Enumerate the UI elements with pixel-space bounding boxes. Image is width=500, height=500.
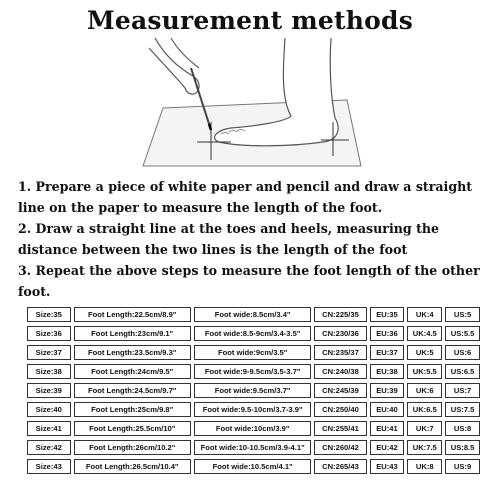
cell-cn: CN:260/42 [314, 440, 366, 455]
cell-uk: UK:6 [407, 383, 442, 398]
cell-size: Size:37 [27, 345, 71, 360]
cell-foot-wide: Foot wide:8.5cm/3.4" [194, 307, 311, 322]
cell-uk: UK:4.5 [407, 326, 442, 341]
cell-foot-wide: Foot wide:10.5cm/4.1" [194, 459, 311, 474]
cell-uk: UK:7.5 [407, 440, 442, 455]
table-row [27, 402, 480, 417]
foot-outline [215, 38, 339, 146]
table-row [27, 440, 480, 455]
size-chart [24, 303, 483, 478]
cell-cn: CN:230/36 [314, 326, 366, 341]
cell-eu: EU:43 [370, 459, 405, 474]
cell-eu: EU:42 [370, 440, 405, 455]
cell-us: US:8 [445, 421, 480, 436]
cell-foot-length: Foot Length:24.5cm/9.7" [74, 383, 191, 398]
cell-foot-wide: Foot wide:9.5cm/3.7" [194, 383, 311, 398]
size-table [24, 303, 483, 478]
cell-cn: CN:225/35 [314, 307, 366, 322]
foot-measuring-illustration [135, 38, 375, 170]
cell-eu: EU:41 [370, 421, 405, 436]
cell-us: US:5 [445, 307, 480, 322]
cell-eu: EU:36 [370, 326, 405, 341]
cell-foot-length: Foot Length:22.5cm/8.9" [74, 307, 191, 322]
cell-eu: EU:35 [370, 307, 405, 322]
cell-foot-length: Foot Length:24cm/9.5" [74, 364, 191, 379]
cell-size: Size:41 [27, 421, 71, 436]
cell-us: US:6.5 [445, 364, 480, 379]
step-2: 2. Draw a straight line at the toes and heels, measuring the distance between the two lines is the length of the foot [18, 221, 440, 257]
cell-us: US:6 [445, 345, 480, 360]
cell-foot-length: Foot Length:25cm/9.8" [74, 402, 191, 417]
cell-uk: UK:6.5 [407, 402, 442, 417]
cell-cn: CN:265/43 [314, 459, 366, 474]
step-3: 3. Repeat the above steps to measure the foot length of the other foot. [18, 263, 480, 299]
cell-eu: EU:40 [370, 402, 405, 417]
table-row [27, 345, 480, 360]
step-1: 1. Prepare a piece of white paper and pencil and draw a straight line on the paper to measure the length of the foot. [18, 179, 473, 215]
cell-eu: EU:39 [370, 383, 405, 398]
cell-us: US:7 [445, 383, 480, 398]
cell-uk: UK:5.5 [407, 364, 442, 379]
cell-uk: UK:5 [407, 345, 442, 360]
cell-foot-length: Foot Length:23.5cm/9.3" [74, 345, 191, 360]
cell-size: Size:38 [27, 364, 71, 379]
table-row [27, 421, 480, 436]
cell-us: US:7.5 [445, 402, 480, 417]
cell-us: US:9 [445, 459, 480, 474]
table-row [27, 383, 480, 398]
cell-size: Size:42 [27, 440, 71, 455]
hand-outline [149, 38, 199, 94]
cell-cn: CN:240/38 [314, 364, 366, 379]
table-row [27, 364, 480, 379]
cell-uk: UK:8 [407, 459, 442, 474]
table-row [27, 459, 480, 474]
cell-foot-length: Foot Length:25.5cm/10" [74, 421, 191, 436]
cell-eu: EU:37 [370, 345, 405, 360]
cell-foot-wide: Foot wide:10-10.5cm/3.9-4.1" [194, 440, 311, 455]
cell-foot-wide: Foot wide:9.5-10cm/3.7-3.9" [194, 402, 311, 417]
cell-uk: UK:7 [407, 421, 442, 436]
cell-foot-wide: Foot wide:9cm/3.5" [194, 345, 311, 360]
cell-eu: EU:38 [370, 364, 405, 379]
cell-size: Size:43 [27, 459, 71, 474]
measurement-steps [18, 176, 493, 302]
cell-size: Size:39 [27, 383, 71, 398]
cell-us: US:8.5 [445, 440, 480, 455]
table-row [27, 326, 480, 341]
cell-size: Size:35 [27, 307, 71, 322]
cell-cn: CN:250/40 [314, 402, 366, 417]
cell-foot-wide: Foot wide:9-9.5cm/3.5-3.7" [194, 364, 311, 379]
cell-foot-length: Foot Length:26cm/10.2" [74, 440, 191, 455]
page-title: Measurement methods [86, 6, 413, 35]
cell-foot-length: Foot Length:26.5cm/10.4" [74, 459, 191, 474]
cell-foot-wide: Foot wide:10cm/3.9" [194, 421, 311, 436]
table-row [27, 307, 480, 322]
cell-foot-wide: Foot wide:8.5-9cm/3.4-3.5" [194, 326, 311, 341]
cell-cn: CN:255/41 [314, 421, 366, 436]
cell-size: Size:36 [27, 326, 71, 341]
cell-cn: CN:235/37 [314, 345, 366, 360]
cell-cn: CN:245/39 [314, 383, 366, 398]
cell-us: US:5.5 [445, 326, 480, 341]
cell-size: Size:40 [27, 402, 71, 417]
cell-uk: UK:4 [407, 307, 442, 322]
cell-foot-length: Foot Length:23cm/9.1" [74, 326, 191, 341]
